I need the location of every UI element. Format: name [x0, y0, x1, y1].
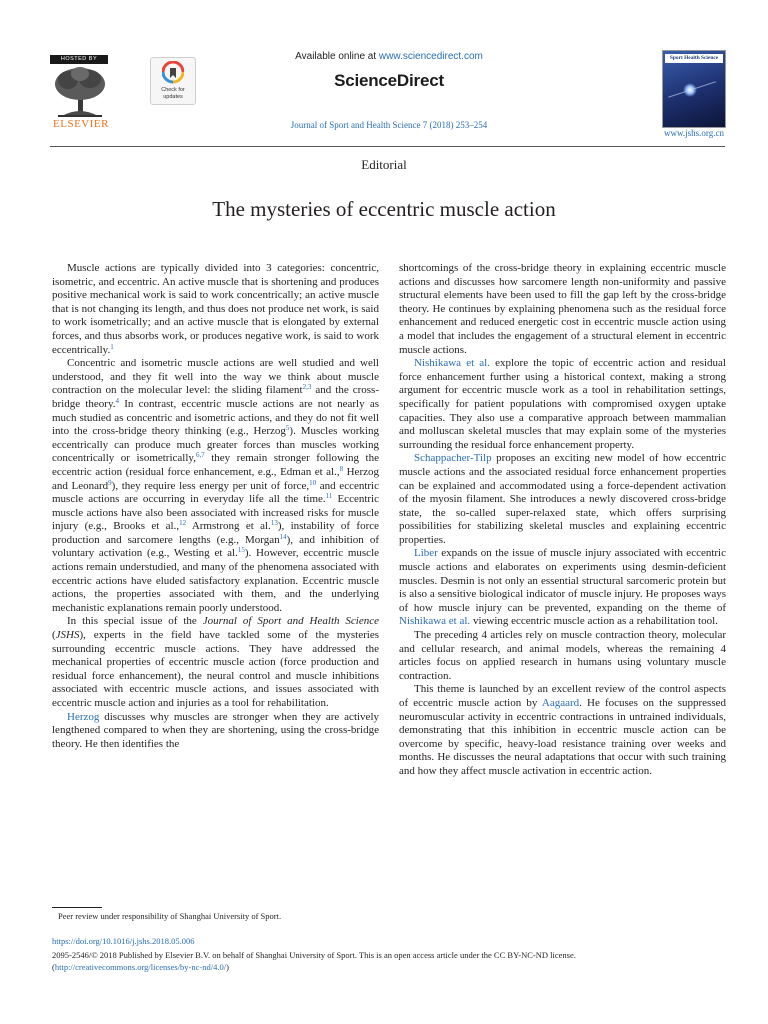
paragraph-text: ), experts in the field have tackled some of the mysteries surrounding eccentric muscle actions. They have addressed the mechanical properties of eccentric muscle action (force production and residual force enhancement), the neural control and muscle inhibitions associated with eccentric muscle actions, and issues associated with eccentric muscle action and injuries as a tool for rehabilitation.: [52, 629, 379, 709]
journal-cover-image[interactable]: [662, 50, 726, 128]
cover-flare-icon: [683, 83, 697, 97]
paragraph-text: Muscle actions are typically divided into 3 categories: concentric, isometric, and eccentric. An active muscle that is shortening and produces positive mechanical work is said to work concentrically; an active muscle that is not changing its length, and thus does not produce net work, is said to work isometrically; and an active muscle that is elongated by external forces, and thus absorbs work, or produces negative work, is said to work eccentrically.: [52, 262, 379, 356]
paragraph-text: In this special issue of the: [67, 615, 203, 628]
journal-name: Journal of Sport and Health Science: [202, 615, 380, 628]
paragraph-text: Armstrong et al.: [186, 520, 271, 533]
paragraph: [52, 262, 379, 357]
sciencedirect-wordmark: ScienceDirect: [334, 71, 444, 90]
cover-title: Sport Health Science: [665, 54, 723, 63]
license-paren-open: (: [52, 962, 55, 972]
section-label: Editorial: [361, 157, 407, 172]
paragraph-text: Herzog and Leonard: [52, 465, 379, 492]
paragraph: [399, 357, 726, 452]
reference-link[interactable]: 4: [115, 396, 119, 405]
paragraph-text: proposes an exciting new model of how eccentric muscle actions and the associated residual force enhancement properties can be explained and accommodated using a force-dependent activation of the myosin filament. She introduces a newly discovered cross-bridge state, the so-called super-relaxed state, which offers surprising possibilities for stabilizing skeletal muscles and explaining eccentric properties.: [399, 452, 726, 546]
paragraph-text: (: [52, 629, 56, 642]
elsevier-logo[interactable]: [50, 55, 110, 133]
journal-header: [0, 0, 768, 150]
paragraph: [399, 629, 726, 683]
sciencedirect-url-link[interactable]: www.sciencedirect.com: [378, 51, 483, 62]
paragraph-text: viewing eccentric muscle action as a rehabilitation tool.: [470, 615, 718, 628]
reference-link[interactable]: 12: [179, 519, 187, 528]
license-paren-close: ): [226, 962, 229, 972]
footnote-rule: [52, 907, 102, 908]
article-title: The mysteries of eccentric muscle action: [212, 197, 556, 221]
author-link-herzog[interactable]: Herzog: [67, 710, 100, 723]
reference-link[interactable]: 10: [309, 478, 317, 487]
check-updates-icon: [162, 61, 184, 85]
paragraph: [52, 711, 379, 752]
reference-link[interactable]: 8: [339, 464, 344, 473]
paragraph-text: Concentric and isometric muscle actions are well studied and well understood, and they fit well into the way we think about muscle contraction on the molecular level: the sliding filament: [52, 357, 379, 397]
paragraph: [399, 683, 726, 778]
doi-link[interactable]: https://doi.org/10.1016/j.jshs.2018.05.006: [52, 936, 195, 946]
author-link-nishikawa-2[interactable]: Nishikawa et al.: [399, 615, 471, 628]
reference-link[interactable]: 11: [325, 492, 333, 501]
license-text: 2095-2546/© 2018 Published by Elsevier B.V. on behalf of Shanghai University of Sport. This is an open access article under the CC BY-NC-ND license.: [52, 950, 576, 960]
paragraph: [399, 262, 726, 357]
journal-citation-link[interactable]: Journal of Sport and Health Science 7 (2018) 253–254: [290, 120, 488, 130]
author-link-nishikawa[interactable]: Nishikawa et al.: [414, 357, 490, 370]
paragraph-text: they remain stronger following the eccentric action (residual force enhancement, e.g., Edman et al.,: [52, 452, 379, 478]
paragraph-text: ), and inhibition of voluntary activation (e.g., Westing et al.: [52, 533, 379, 560]
elsevier-wordmark: ELSEVIER: [53, 118, 109, 130]
reference-link[interactable]: 9: [108, 478, 112, 487]
paragraph: [399, 452, 726, 547]
reference-link[interactable]: 2,3: [302, 383, 312, 392]
peer-review-footnote: Peer review under responsibility of Shanghai University of Sport.: [58, 911, 282, 921]
header-divider: [50, 146, 725, 147]
paragraph-text: Eccentric muscle actions have also been associated with increased risks for muscle injury (e.g., Brooks et al.,: [52, 493, 379, 533]
journal-url-link[interactable]: www.jshs.org.cn: [664, 128, 724, 138]
elsevier-tree-icon: [52, 66, 108, 118]
journal-abbreviation: JSHS: [55, 629, 80, 642]
available-online: [200, 51, 578, 62]
reference-link[interactable]: 5: [285, 424, 290, 433]
paragraph-text: ). However, eccentric muscle actions remain understudied, and many of the phenomena associated with eccentric actions have eluded satisfactory explanation. Eccentric muscle actions, the properties associated with them, and the underlying mechanistic explanations remain poorly understood.: [52, 547, 380, 614]
paragraph-text: explore the topic of eccentric action and residual force enhancement further using a historical context, making a strong argument for eccentric muscle work as a tool in rehabilitation settings, specifically for patient populations with compromised oxygen uptake capacities. They also use a comparative approach between mammalian and molluscan skeletal muscles that may explain some of the mysteries surrounding the residual force enhancement property.: [399, 357, 726, 451]
paragraph-text: and eccentric muscle actions are occurring in everyday life all the time.: [52, 479, 379, 506]
reference-link[interactable]: 6,7: [195, 451, 205, 460]
check-for-updates-button[interactable]: [150, 57, 196, 105]
paragraph: [399, 547, 726, 629]
license-statement: [52, 949, 732, 973]
left-column: [52, 262, 379, 751]
reference-link[interactable]: 14: [279, 532, 287, 541]
paragraph-text: shortcomings of the cross-bridge theory in explaining eccentric muscle actions and discusses how sarcomere length non-uniformity and passive structural elements have been used to fill the gap left by the cross-bridge theory. He continues by explaining phenomena such as the residual force enhancement and reduced energetic cost in eccentric muscle action using a model that includes the engagement of a structural element in eccentric muscle actions.: [399, 262, 726, 356]
author-link-liber[interactable]: Liber: [414, 547, 438, 560]
right-column: [399, 262, 726, 779]
hosted-by-label: HOSTED BY: [50, 55, 108, 64]
available-prefix: Available online at: [295, 51, 379, 62]
reference-link[interactable]: 15: [237, 546, 245, 555]
paragraph-text: This theme is launched by an excellent review of the control aspects of eccentric muscle action by: [399, 683, 726, 709]
reference-link[interactable]: 1: [110, 342, 114, 351]
paragraph: [52, 615, 379, 710]
license-url-link[interactable]: http://creativecommons.org/licenses/by-nc-nd/4.0/: [54, 962, 227, 972]
paragraph-text: . He focuses on the suppressed neuromuscular activity in eccentric contractions in untrained individuals, demonstrating that this inhibition in eccentric muscle action can be overcome by specific, heavy-load resistance training over weeks and months. He discusses the neural adaptations that occur with such training and how they affect muscle activation in eccentric action.: [399, 697, 727, 777]
paragraph-text: ), they require less energy per unit of force,: [111, 479, 310, 492]
paragraph-text: and the cross-bridge theory.: [52, 384, 380, 410]
paragraph-text: expands on the issue of muscle injury associated with eccentric muscle actions and elaborates on experiments using desmin-deficient muscles. Desmin is not only an essential structural sarcomeric protein but is also a sensitive biological indicator of muscle injury. He proposes ways of how muscle injury can be prevented, expanding on the theme of: [399, 547, 726, 614]
paragraph-text: discusses why muscles are stronger when they are actively lengthened compared to when they are shortening, using the cross-bridge theory. He then identifies the: [52, 710, 379, 750]
paragraph: [52, 357, 379, 615]
reference-link[interactable]: 13: [270, 519, 278, 528]
author-link-schappacher-tilp[interactable]: Schappacher-Tilp: [414, 452, 492, 465]
paragraph-text: ). Muscles working eccentrically can produce much greater forces than muscles working concentrically or isometrically,: [52, 425, 379, 465]
author-link-aagaard[interactable]: Aagaard: [541, 697, 580, 709]
check-updates-label: Check for updates: [161, 87, 185, 100]
paragraph-text: The preceding 4 articles rely on muscle contraction theory, molecular and cellular research, and animal models, whereas the remaining 4 articles focus on applied research in humans using voluntary muscle contraction.: [399, 629, 726, 682]
paragraph-text: ), instability of force production and sarcomere lengths (e.g., Morgan: [52, 520, 380, 546]
paragraph-text: In contrast, eccentric muscle actions are not nearly as much studied as concentric and isometric actions, and they do not fit well into the cross-bridge theory thinking (e.g., Herzog: [52, 397, 379, 438]
